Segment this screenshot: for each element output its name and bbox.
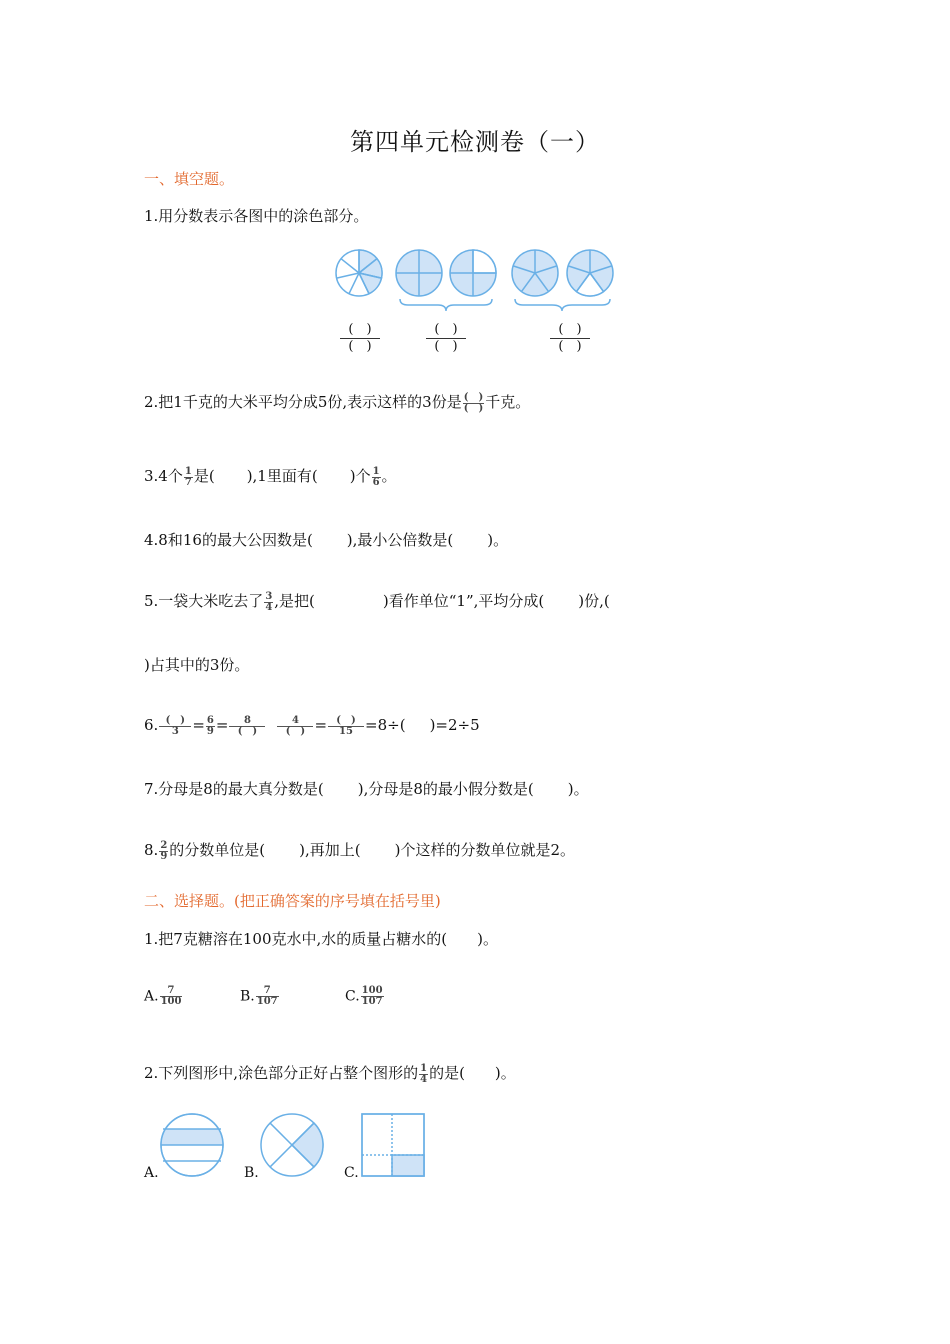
figure-c-square-quarter	[362, 1114, 424, 1176]
choice-q2-figures	[150, 1108, 440, 1184]
fraction-three-quarters: $\frac{3}{4}$	[265, 590, 273, 613]
question-7: 7.分母是8的最大真分数是( ),分母是8的最小假分数是( )。	[144, 780, 589, 798]
choice-option-a[interactable]: A. $\frac{7}{100}$	[144, 985, 182, 1007]
question-2: 2.把1千克的大米平均分成5份,表示这样的3份是 $\frac{( )}{( )}$ 千克。	[144, 391, 531, 414]
q1-answer-blank-2[interactable]: ( ) ( )	[426, 322, 466, 355]
q1-figures	[330, 244, 620, 316]
q1-answer-blank-3[interactable]: ( ) ( )	[550, 322, 590, 355]
q1-answer-blank-1[interactable]: ( ) ( )	[340, 322, 380, 355]
section-heading-multiple-choice: 二、选择题。(把正确答案的序号填在括号里)	[144, 892, 441, 910]
figure-circle-quarters-full	[396, 250, 442, 296]
question-5: 5.一袋大米吃去了 $\frac{3}{4}$ ,是把( )看作单位“1”,平均分成( )份,(	[144, 590, 610, 613]
figure-circle-sevenths	[336, 250, 382, 296]
q6-fraction-a[interactable]: $\frac{( )}{3}$	[159, 716, 191, 737]
choice-option-c[interactable]: C. $\frac{100}{107}$	[345, 985, 383, 1007]
figure-circle-quarters-partial	[450, 250, 496, 296]
fraction-one-quarter: $\frac{1}{4}$	[420, 1062, 428, 1085]
question-6: 6. $\frac{( )}{3}$ = $\frac{6}{9}$ = $\frac{8}{( )}$ $\frac{4}{( )}$ = $\frac{( )}{15}$ =8÷( )=2÷5	[144, 714, 480, 737]
question-4: 4.8和16的最大公因数是( ),最小公倍数是( )。	[144, 531, 509, 549]
section-heading-fill-blank: 一、填空题。	[144, 170, 235, 188]
figure-circle-fifths-partial	[567, 250, 613, 296]
figure-option-a[interactable]: A.	[144, 1165, 159, 1181]
choice-question-1: 1.把7克糖溶在100克水中,水的质量占糖水的( )。	[144, 930, 498, 948]
q6-fraction-e[interactable]: $\frac{( )}{15}$	[328, 716, 364, 737]
question-1: 1.用分数表示各图中的涂色部分。	[144, 207, 369, 225]
choice-option-b[interactable]: B. $\frac{7}{107}$	[240, 985, 278, 1007]
fraction-one-seventh: $\frac{1}{7}$	[184, 465, 192, 488]
figure-b-circle-quarter	[261, 1114, 323, 1176]
q6-fraction-b: $\frac{6}{9}$	[206, 714, 214, 737]
figure-option-c[interactable]: C.	[344, 1165, 359, 1181]
question-8: 8. $\frac{2}{9}$ 的分数单位是( ),再加上( )个这样的分数单位就是2。	[144, 839, 576, 862]
page-title: 第四单元检测卷（一）	[350, 128, 600, 156]
question-3: 3.4个 $\frac{1}{7}$ 是( ),1里面有( )个 $\frac{1}{6}$ 。	[144, 465, 397, 488]
fraction-one-sixth: $\frac{1}{6}$	[372, 465, 380, 488]
figure-circle-fifths-full	[512, 250, 558, 296]
brace-left	[400, 299, 492, 311]
q6-fraction-c[interactable]: $\frac{8}{( )}$	[229, 716, 265, 737]
figure-a-circle-band	[161, 1114, 223, 1176]
brace-right	[515, 299, 610, 311]
choice-question-2: 2.下列图形中,涂色部分正好占整个图形的 $\frac{1}{4}$ 的是( )。	[144, 1062, 516, 1085]
q2-answer-blank[interactable]: $\frac{( )}{( )}$	[463, 391, 484, 414]
fraction-two-ninths: $\frac{2}{9}$	[160, 839, 168, 862]
q6-fraction-d[interactable]: $\frac{4}{( )}$	[277, 716, 313, 737]
figure-option-b[interactable]: B.	[244, 1165, 259, 1181]
question-5-continued: )占其中的3份。	[144, 656, 250, 674]
